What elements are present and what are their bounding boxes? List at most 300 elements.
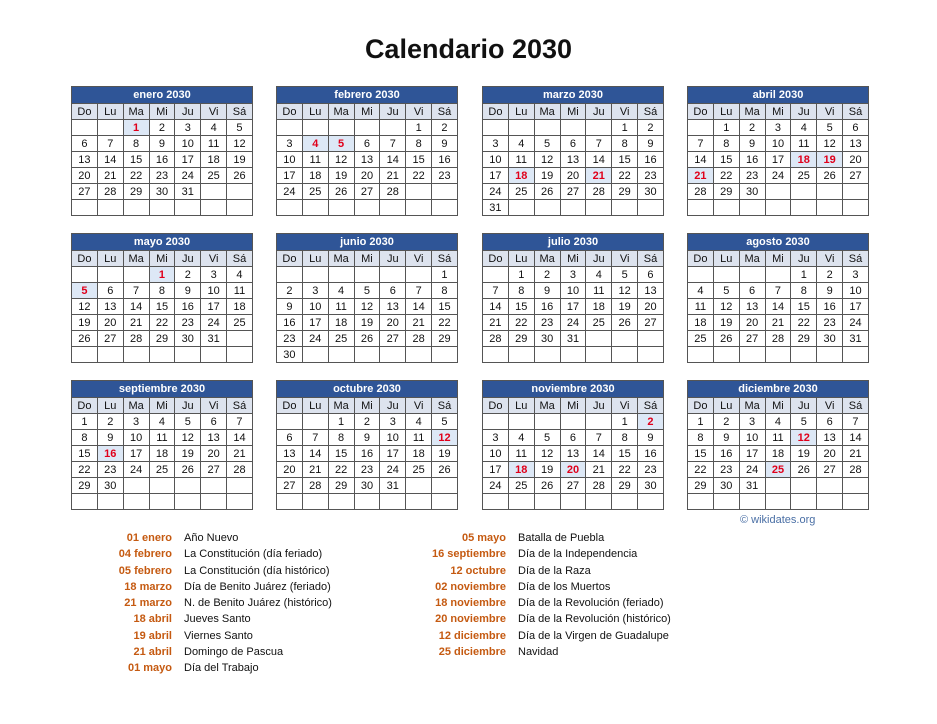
day-cell: 24	[303, 331, 329, 347]
empty-cell	[329, 200, 355, 216]
weekday-label: Do	[72, 398, 98, 414]
day-cell: 12	[72, 299, 98, 315]
empty-cell	[201, 347, 227, 363]
day-cell: 11	[766, 430, 792, 446]
day-cell: 2	[535, 267, 561, 283]
empty-cell	[432, 347, 458, 363]
holiday-day-cell: 4	[303, 136, 329, 152]
weekday-label: Sá	[432, 398, 458, 414]
day-cell: 15	[688, 446, 714, 462]
day-cell: 30	[175, 331, 201, 347]
day-cell: 4	[509, 430, 535, 446]
day-cell: 24	[277, 184, 303, 200]
empty-cell	[714, 494, 740, 510]
day-cell: 1	[72, 414, 98, 430]
day-cell: 18	[303, 168, 329, 184]
empty-cell	[175, 494, 201, 510]
empty-cell	[227, 200, 253, 216]
day-cell: 31	[483, 200, 509, 216]
day-cell: 27	[355, 184, 381, 200]
empty-cell	[72, 494, 98, 510]
day-cell: 4	[150, 414, 176, 430]
empty-cell	[561, 414, 587, 430]
day-cell: 28	[124, 331, 150, 347]
day-cell: 17	[561, 299, 587, 315]
empty-cell	[638, 200, 664, 216]
empty-cell	[740, 347, 766, 363]
empty-cell	[72, 347, 98, 363]
day-cell: 23	[98, 462, 124, 478]
empty-cell	[586, 200, 612, 216]
day-cell: 11	[791, 136, 817, 152]
weekday-label: Lu	[509, 398, 535, 414]
empty-cell	[740, 494, 766, 510]
day-cell: 15	[791, 299, 817, 315]
weekday-label: Mi	[150, 398, 176, 414]
day-cell: 19	[355, 315, 381, 331]
day-cell: 7	[766, 283, 792, 299]
day-cell: 17	[303, 315, 329, 331]
day-cell: 23	[175, 315, 201, 331]
day-cell: 22	[432, 315, 458, 331]
day-cell: 9	[740, 136, 766, 152]
weekday-label: Do	[688, 398, 714, 414]
weekday-label: Lu	[714, 398, 740, 414]
day-cell: 27	[561, 184, 587, 200]
day-cell: 18	[766, 446, 792, 462]
month-header: agosto 2030	[688, 234, 869, 251]
weekday-label: Mi	[766, 251, 792, 267]
day-cell: 15	[612, 152, 638, 168]
day-cell: 6	[201, 414, 227, 430]
day-cell: 13	[561, 152, 587, 168]
empty-cell	[432, 200, 458, 216]
day-cell: 2	[277, 283, 303, 299]
day-cell: 5	[355, 283, 381, 299]
empty-cell	[535, 347, 561, 363]
day-cell: 16	[535, 299, 561, 315]
empty-cell	[124, 478, 150, 494]
day-cell: 11	[303, 152, 329, 168]
empty-cell	[638, 494, 664, 510]
day-cell: 26	[535, 184, 561, 200]
day-cell: 8	[406, 136, 432, 152]
day-cell: 29	[688, 478, 714, 494]
weekday-label: Do	[72, 251, 98, 267]
holiday-name: Día de la Virgen de Guadalupe	[518, 629, 669, 642]
day-cell: 29	[150, 331, 176, 347]
weekday-label: Vi	[817, 398, 843, 414]
empty-cell	[406, 200, 432, 216]
credit-link[interactable]: © wikidates.org	[740, 514, 816, 526]
weekday-label: Lu	[303, 251, 329, 267]
day-cell: 4	[201, 120, 227, 136]
day-cell: 4	[227, 267, 253, 283]
empty-cell	[380, 120, 406, 136]
day-cell: 3	[483, 430, 509, 446]
day-cell: 25	[509, 478, 535, 494]
holiday-entry	[110, 660, 332, 676]
weekday-label: Ma	[329, 398, 355, 414]
day-cell: 2	[714, 414, 740, 430]
day-cell: 31	[740, 478, 766, 494]
day-cell: 20	[355, 168, 381, 184]
empty-cell	[380, 267, 406, 283]
weekday-label: Ma	[329, 251, 355, 267]
day-cell: 17	[483, 462, 509, 478]
weekday-label: Sá	[843, 251, 869, 267]
holiday-day-cell: 18	[509, 462, 535, 478]
empty-cell	[688, 267, 714, 283]
day-cell: 6	[355, 136, 381, 152]
day-cell: 5	[535, 430, 561, 446]
day-cell: 17	[201, 299, 227, 315]
holiday-date: 01 enero	[126, 532, 172, 544]
day-cell: 28	[586, 184, 612, 200]
empty-cell	[355, 200, 381, 216]
day-cell: 23	[740, 168, 766, 184]
weekday-label: Lu	[98, 104, 124, 120]
empty-cell	[714, 267, 740, 283]
day-cell: 16	[740, 152, 766, 168]
empty-cell	[277, 200, 303, 216]
empty-cell	[355, 267, 381, 283]
day-cell: 22	[612, 168, 638, 184]
day-cell: 12	[714, 299, 740, 315]
holiday-entry	[110, 628, 332, 644]
weekday-label: Ma	[535, 251, 561, 267]
day-cell: 8	[688, 430, 714, 446]
empty-cell	[124, 494, 150, 510]
holiday-entry	[420, 579, 671, 595]
day-cell: 30	[714, 478, 740, 494]
month-header: enero 2030	[72, 87, 253, 104]
day-cell: 8	[509, 283, 535, 299]
day-cell: 26	[227, 168, 253, 184]
empty-cell	[586, 414, 612, 430]
empty-cell	[561, 200, 587, 216]
holiday-day-cell: 25	[766, 462, 792, 478]
weekday-label: Mi	[561, 104, 587, 120]
day-cell: 28	[380, 184, 406, 200]
day-cell: 6	[638, 267, 664, 283]
empty-cell	[791, 347, 817, 363]
weekday-label: Ma	[124, 104, 150, 120]
empty-cell	[612, 200, 638, 216]
empty-cell	[483, 347, 509, 363]
day-cell: 30	[535, 331, 561, 347]
day-cell: 22	[612, 462, 638, 478]
day-cell: 16	[355, 446, 381, 462]
empty-cell	[227, 331, 253, 347]
empty-cell	[509, 347, 535, 363]
day-cell: 31	[380, 478, 406, 494]
day-cell: 8	[72, 430, 98, 446]
holiday-day-cell: 1	[150, 267, 176, 283]
day-cell: 15	[612, 446, 638, 462]
day-cell: 31	[201, 331, 227, 347]
day-cell: 6	[561, 136, 587, 152]
day-cell: 13	[355, 152, 381, 168]
day-cell: 7	[586, 430, 612, 446]
day-cell: 16	[175, 299, 201, 315]
month-header: marzo 2030	[483, 87, 664, 104]
day-cell: 3	[483, 136, 509, 152]
day-cell: 19	[714, 315, 740, 331]
day-cell: 24	[201, 315, 227, 331]
day-cell: 25	[586, 315, 612, 331]
empty-cell	[817, 347, 843, 363]
day-cell: 5	[175, 414, 201, 430]
day-cell: 16	[817, 299, 843, 315]
day-cell: 14	[380, 152, 406, 168]
empty-cell	[483, 414, 509, 430]
day-cell: 23	[535, 315, 561, 331]
day-cell: 24	[766, 168, 792, 184]
day-cell: 22	[124, 168, 150, 184]
holiday-name: Año Nuevo	[184, 532, 239, 544]
weekday-label: Ju	[791, 251, 817, 267]
day-cell: 6	[98, 283, 124, 299]
day-cell: 26	[329, 184, 355, 200]
holiday-name: Domingo de Pascua	[184, 646, 284, 659]
weekday-label: Do	[483, 398, 509, 414]
day-cell: 30	[355, 478, 381, 494]
empty-cell	[843, 200, 869, 216]
weekday-label: Lu	[303, 104, 329, 120]
empty-cell	[766, 478, 792, 494]
month-header: diciembre 2030	[688, 381, 869, 398]
day-cell: 10	[766, 136, 792, 152]
weekday-label: Ju	[175, 251, 201, 267]
day-cell: 27	[277, 478, 303, 494]
weekday-label: Lu	[714, 251, 740, 267]
empty-cell	[406, 184, 432, 200]
empty-cell	[561, 347, 587, 363]
weekday-label: Vi	[406, 104, 432, 120]
day-cell: 13	[277, 446, 303, 462]
weekday-label: Ju	[791, 398, 817, 414]
day-cell: 2	[150, 120, 176, 136]
weekday-label: Lu	[98, 251, 124, 267]
day-cell: 9	[277, 299, 303, 315]
empty-cell	[688, 200, 714, 216]
holiday-date: 18 abril	[133, 613, 172, 626]
day-cell: 19	[175, 446, 201, 462]
day-cell: 6	[817, 414, 843, 430]
day-cell: 25	[329, 331, 355, 347]
day-cell: 24	[483, 478, 509, 494]
day-cell: 27	[380, 331, 406, 347]
empty-cell	[509, 494, 535, 510]
empty-cell	[586, 494, 612, 510]
day-cell: 15	[329, 446, 355, 462]
day-cell: 12	[227, 136, 253, 152]
holiday-name: Día del Trabajo	[184, 662, 259, 675]
month-calendar	[276, 86, 458, 216]
day-cell: 7	[98, 136, 124, 152]
day-cell: 19	[791, 446, 817, 462]
weekday-label: Ma	[329, 104, 355, 120]
day-cell: 10	[843, 283, 869, 299]
day-cell: 26	[714, 331, 740, 347]
empty-cell	[638, 347, 664, 363]
day-cell: 22	[150, 315, 176, 331]
holiday-name: La Constitución (día feriado)	[184, 548, 323, 561]
day-cell: 3	[740, 414, 766, 430]
day-cell: 11	[509, 152, 535, 168]
empty-cell	[380, 347, 406, 363]
day-cell: 16	[277, 315, 303, 331]
day-cell: 27	[638, 315, 664, 331]
day-cell: 6	[277, 430, 303, 446]
holiday-date: 18 marzo	[124, 580, 172, 593]
holiday-entry	[110, 611, 332, 627]
empty-cell	[201, 184, 227, 200]
empty-cell	[406, 494, 432, 510]
day-cell: 23	[277, 331, 303, 347]
day-cell: 3	[380, 414, 406, 430]
holiday-entry	[420, 628, 671, 644]
day-cell: 23	[638, 168, 664, 184]
empty-cell	[150, 478, 176, 494]
weekday-label: Vi	[612, 104, 638, 120]
day-cell: 14	[586, 152, 612, 168]
day-cell: 15	[150, 299, 176, 315]
day-cell: 4	[509, 136, 535, 152]
day-cell: 27	[817, 462, 843, 478]
weekday-label: Mi	[355, 104, 381, 120]
day-cell: 20	[817, 446, 843, 462]
day-cell: 14	[843, 430, 869, 446]
day-cell: 15	[714, 152, 740, 168]
day-cell: 20	[72, 168, 98, 184]
empty-cell	[72, 267, 98, 283]
weekday-label: Mi	[561, 398, 587, 414]
day-cell: 3	[175, 120, 201, 136]
empty-cell	[406, 347, 432, 363]
day-cell: 18	[406, 446, 432, 462]
day-cell: 14	[227, 430, 253, 446]
month-header: noviembre 2030	[483, 381, 664, 398]
weekday-label: Mi	[766, 104, 792, 120]
day-cell: 20	[638, 299, 664, 315]
day-cell: 13	[740, 299, 766, 315]
day-cell: 13	[380, 299, 406, 315]
day-cell: 17	[277, 168, 303, 184]
day-cell: 23	[355, 462, 381, 478]
day-cell: 24	[843, 315, 869, 331]
day-cell: 14	[98, 152, 124, 168]
empty-cell	[303, 494, 329, 510]
day-cell: 5	[714, 283, 740, 299]
weekday-label: Lu	[714, 104, 740, 120]
day-cell: 27	[98, 331, 124, 347]
empty-cell	[329, 347, 355, 363]
holiday-entry	[420, 595, 671, 611]
day-cell: 6	[72, 136, 98, 152]
weekday-label: Ma	[740, 251, 766, 267]
empty-cell	[432, 478, 458, 494]
day-cell: 4	[688, 283, 714, 299]
day-cell: 29	[124, 184, 150, 200]
day-cell: 14	[483, 299, 509, 315]
day-cell: 15	[406, 152, 432, 168]
day-cell: 4	[791, 120, 817, 136]
day-cell: 31	[843, 331, 869, 347]
day-cell: 2	[638, 120, 664, 136]
holiday-entry	[110, 595, 332, 611]
holiday-name: Día de los Muertos	[518, 580, 611, 593]
empty-cell	[124, 200, 150, 216]
day-cell: 11	[406, 430, 432, 446]
day-cell: 21	[843, 446, 869, 462]
day-cell: 29	[329, 478, 355, 494]
empty-cell	[612, 347, 638, 363]
day-cell: 22	[72, 462, 98, 478]
holiday-name: Día de la Raza	[518, 564, 591, 577]
day-cell: 25	[791, 168, 817, 184]
day-cell: 14	[688, 152, 714, 168]
weekday-label: Ju	[586, 251, 612, 267]
holiday-day-cell: 20	[561, 462, 587, 478]
empty-cell	[277, 414, 303, 430]
weekday-label: Ju	[586, 104, 612, 120]
day-cell: 2	[175, 267, 201, 283]
day-cell: 10	[277, 152, 303, 168]
day-cell: 5	[791, 414, 817, 430]
empty-cell	[714, 347, 740, 363]
weekday-label: Vi	[201, 251, 227, 267]
day-cell: 25	[201, 168, 227, 184]
empty-cell	[586, 347, 612, 363]
day-cell: 2	[355, 414, 381, 430]
day-cell: 14	[303, 446, 329, 462]
day-cell: 26	[535, 478, 561, 494]
day-cell: 18	[150, 446, 176, 462]
weekday-label: Mi	[561, 251, 587, 267]
weekday-label: Vi	[406, 398, 432, 414]
day-cell: 9	[150, 136, 176, 152]
day-cell: 30	[817, 331, 843, 347]
day-cell: 29	[612, 184, 638, 200]
empty-cell	[766, 347, 792, 363]
day-cell: 8	[150, 283, 176, 299]
day-cell: 22	[791, 315, 817, 331]
holiday-name: Día de la Revolución (histórico)	[518, 613, 671, 626]
holiday-entry	[110, 644, 332, 660]
empty-cell	[483, 120, 509, 136]
day-cell: 19	[72, 315, 98, 331]
day-cell: 26	[175, 462, 201, 478]
day-cell: 11	[329, 299, 355, 315]
weekday-label: Lu	[509, 251, 535, 267]
holiday-date: 02 noviembre	[435, 580, 506, 593]
empty-cell	[277, 120, 303, 136]
holiday-name: N. de Benito Juárez (histórico)	[184, 597, 332, 610]
day-cell: 9	[432, 136, 458, 152]
day-cell: 17	[843, 299, 869, 315]
day-cell: 28	[406, 331, 432, 347]
day-cell: 14	[586, 446, 612, 462]
month-calendar	[482, 233, 664, 363]
empty-cell	[483, 267, 509, 283]
day-cell: 29	[612, 478, 638, 494]
day-cell: 24	[561, 315, 587, 331]
day-cell: 25	[150, 462, 176, 478]
day-cell: 1	[791, 267, 817, 283]
empty-cell	[98, 267, 124, 283]
